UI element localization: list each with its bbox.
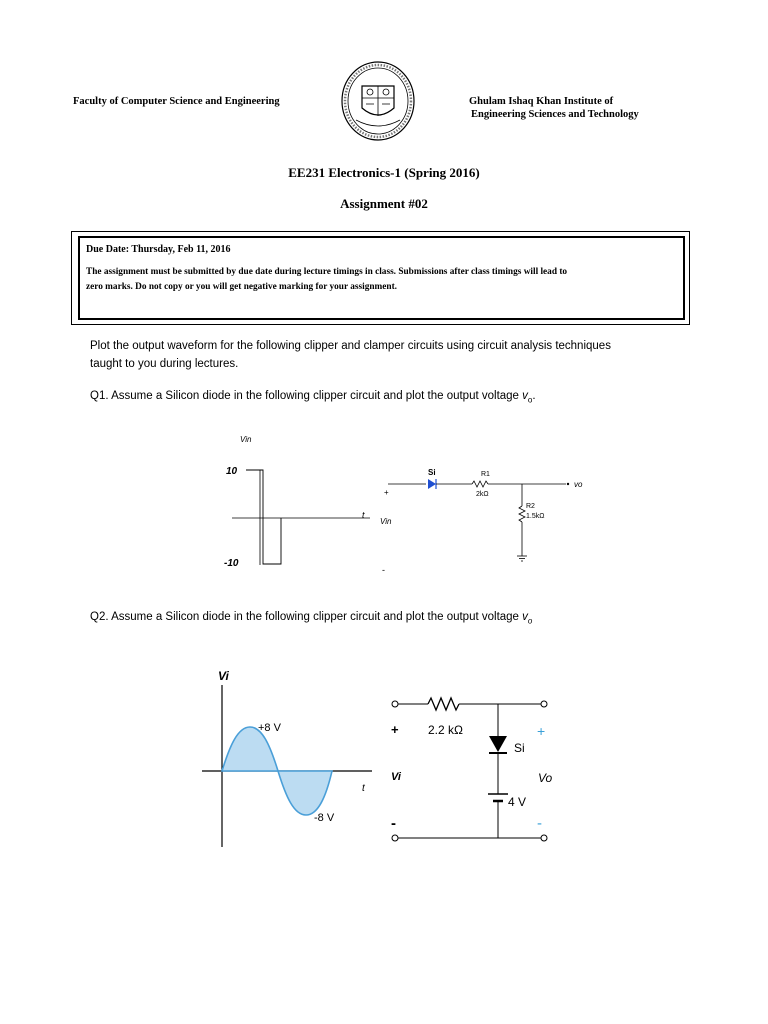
q1-graph-bottom-value: -10 [224, 558, 239, 569]
q2-output-minus: - [537, 815, 542, 832]
q2-vo-label: Vo [538, 771, 553, 785]
q2-input-terminal-bottom [392, 835, 398, 841]
question-2-var: v [522, 611, 528, 623]
q1-r2-label: R2 [526, 503, 535, 510]
q1-plus-sign: + [384, 488, 389, 497]
q1-vo-label: vo [574, 480, 583, 489]
institute-name-line2: Engineering Sciences and Technology [471, 109, 639, 120]
q1-square-pulse [246, 470, 281, 564]
due-date: Due Date: Thursday, Feb 11, 2016 [86, 244, 231, 255]
q1-graph-t-label: t [362, 510, 365, 520]
q2-diode-icon [489, 736, 507, 752]
question-1-end: . [532, 390, 536, 402]
q2-input-minus: - [391, 815, 396, 832]
q2-graph-t-label: t [362, 783, 365, 794]
q2-clipper-circuit [380, 690, 560, 850]
q1-minus-sign: - [382, 565, 385, 575]
q1-diode-icon [428, 479, 436, 489]
course-title: EE231 Electronics-1 (Spring 2016) [288, 165, 480, 180]
q2-diode-label: Si [514, 741, 525, 755]
question-1-text [90, 387, 536, 409]
q2-resistor-value: 2.2 kΩ [428, 723, 463, 737]
question-1-prefix: Q1. Assume a Silicon diode in the following clipper circuit and plot the output voltage [90, 390, 523, 402]
q2-peak-label: +8 V [258, 722, 281, 734]
question-2-text [90, 608, 532, 630]
institute-name-line1: Ghulam Ishaq Khan Institute of [469, 96, 614, 107]
q1-input-waveform [220, 430, 380, 575]
q2-trough-label: -8 V [314, 812, 335, 824]
notice-box [78, 236, 685, 320]
q2-resistor-icon [428, 698, 459, 710]
q1-clipper-circuit [370, 460, 590, 580]
intro-line2: taught to you during lectures. [90, 358, 239, 370]
question-1-var: v [522, 390, 528, 402]
question-2-sub: o [527, 616, 533, 626]
question-2-prefix: Q2. Assume a Silicon diode in the following clipper circuit and plot the output voltage [90, 611, 523, 623]
assignment-title: Assignment #02 [340, 196, 428, 211]
q2-graph-y-label: Vi [218, 669, 229, 683]
q1-diode-label: Si [428, 468, 436, 477]
q1-r2-resistor-icon [519, 506, 525, 522]
q1-r1-value: 2kΩ [476, 491, 489, 498]
q1-vin-label: Vin [380, 517, 392, 526]
q1-r1-label: R1 [481, 471, 490, 478]
q2-input-waveform [200, 665, 380, 850]
faculty-name: Faculty of Computer Science and Engineering [73, 96, 280, 107]
q2-output-terminal-top [541, 701, 547, 707]
q1-r1-resistor-icon [472, 481, 488, 487]
q1-graph-y-label: Vin [240, 435, 252, 444]
q2-vi-label: Vi [391, 771, 401, 783]
q2-output-plus: + [537, 723, 546, 739]
q2-input-plus: + [391, 722, 399, 737]
q1-graph-top-value: 10 [226, 466, 238, 477]
q2-input-terminal-top [392, 701, 398, 707]
q2-output-terminal-bottom [541, 835, 547, 841]
q2-battery-value: 4 V [508, 795, 527, 809]
intro-line1: Plot the output waveform for the following clipper and clamper circuits using circuit analysis techniques [90, 340, 611, 352]
q2-sine-negative-lobe [278, 771, 332, 815]
question-1-sub: o [527, 395, 533, 405]
q1-r2-value: 1.5kΩ [526, 513, 545, 520]
instructions-line2: zero marks. Do not copy or you will get negative marking for your assignment. [86, 282, 398, 292]
instructions-line1: The assignment must be submitted by due date during lecture timings in class. Submissions after class timings will lead to [86, 267, 568, 277]
institute-seal-logo [340, 60, 416, 142]
